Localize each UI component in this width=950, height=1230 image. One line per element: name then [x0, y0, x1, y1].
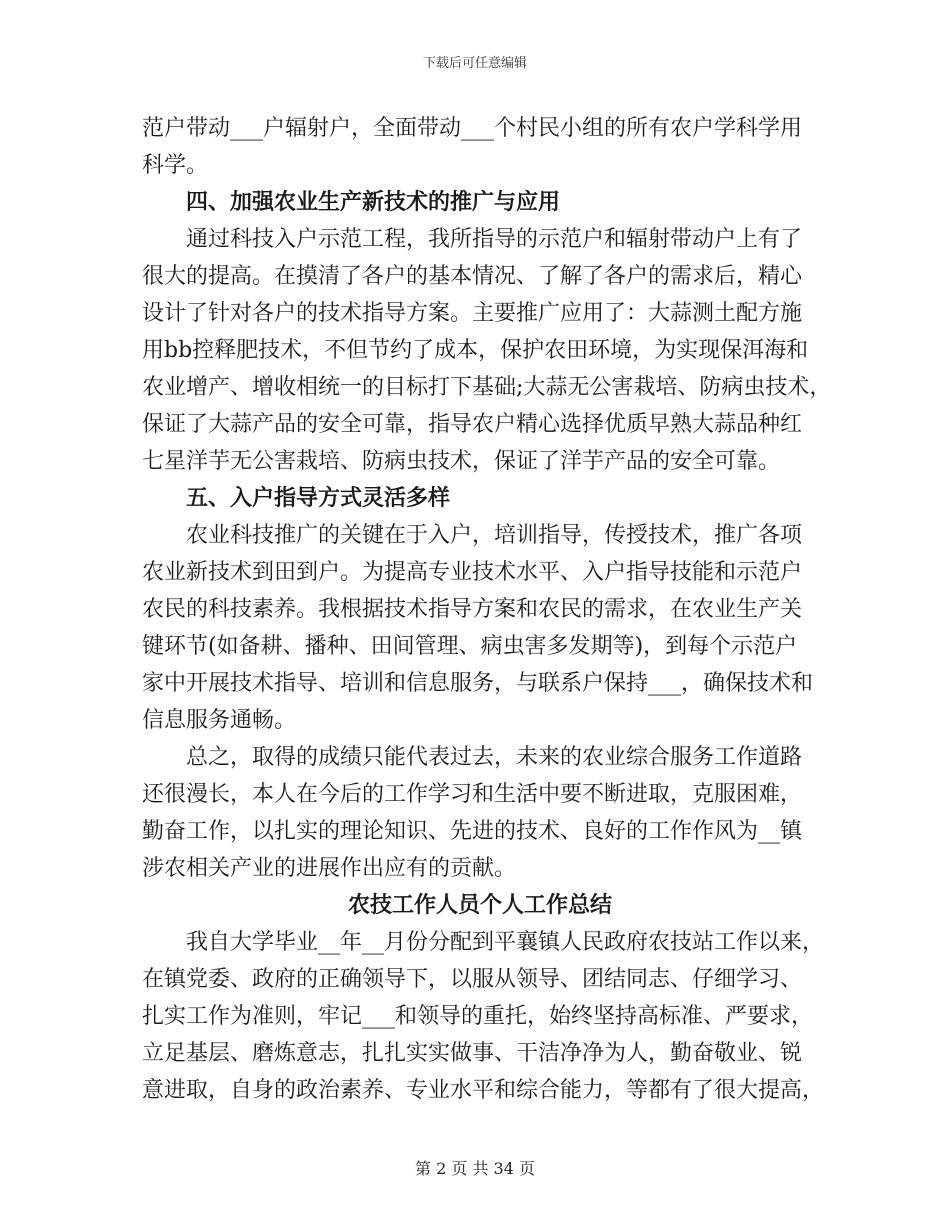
page-number: 第 2 页 共 34 页 — [415, 1159, 535, 1178]
document-body — [142, 110, 832, 1109]
body-text-line: 农业增产、增收相统一的目标打下基础;大蒜无公害栽培、防病虫技术， — [142, 375, 832, 400]
body-text-line: 保证了大蒜产品的安全可靠，指导农户精心选择优质早熟大蒜品种红 — [142, 412, 803, 437]
body-text-line: 意进取，自身的政治素养、专业水平和综合能力，等都有了很大提高， — [142, 1078, 825, 1103]
body-text-line: 用bb控释肥技术，不但节约了成本，保护农田环境，为实现保洱海和 — [142, 338, 809, 363]
body-text-line: 信息服务通畅。 — [142, 708, 297, 733]
page-header: 下载后可任意编辑 — [422, 56, 527, 71]
body-text-line: 扎实工作为准则，牢记___和领导的重托，始终坚持高标准、严要求， — [142, 1004, 814, 1029]
body-text-line: 范户带动___户辐射户，全面带动___个村民小组的所有农户学科学用 — [142, 116, 803, 141]
body-text-line: 我自大学毕业__年__月份分配到平襄镇人民政府农技站工作以来， — [186, 930, 825, 955]
body-text-line: 设计了针对各户的技术指导方案。主要推广应用了：大蒜测土配方施 — [142, 301, 803, 326]
body-text-line: 农业科技推广的关键在于入户，培训指导，传授技术，推广各项 — [186, 523, 803, 548]
body-text-line: 立足基层、磨炼意志，扎扎实实做事、干洁净净为人，勤奋敬业、锐 — [142, 1041, 803, 1066]
document-title: 农技工作人员个人工作总结 — [347, 892, 612, 918]
body-text-line: 还很漫长，本人在今后的工作学习和生活中要不断进取，克服困难， — [142, 782, 803, 807]
body-text-line: 农业新技术到田到户。为提高专业技术水平、入户指导技能和示范户 — [142, 560, 803, 585]
body-text-line: 键环节(如备耕、播种、田间管理、病虫害多发期等)，到每个示范户 — [142, 634, 798, 659]
body-text-line: 在镇党委、政府的正确领导下，以服从领导、团结同志、仔细学习、 — [142, 967, 803, 992]
body-text-line: 农民的科技素养。我根据技术指导方案和农民的需求，在农业生产关 — [142, 597, 803, 622]
section-heading: 四、加强农业生产新技术的推广与应用 — [186, 189, 561, 215]
body-text-line: 很大的提高。在摸清了各户的基本情况、了解了各户的需求后，精心 — [142, 264, 803, 289]
body-text-line: 勤奋工作，以扎实的理论知识、先进的技术、良好的工作作风为__镇 — [142, 819, 803, 844]
body-text-line: 总之，取得的成绩只能代表过去，未来的农业综合服务工作道路 — [186, 745, 803, 770]
body-text-line: 科学。 — [142, 153, 209, 178]
body-text-line: 通过科技入户示范工程，我所指导的示范户和辐射带动户上有了 — [186, 227, 803, 252]
section-heading: 五、入户指导方式灵活多样 — [186, 485, 451, 511]
body-text-line: 涉农相关产业的进展作出应有的贡献。 — [142, 856, 517, 881]
body-text-line: 七星洋芋无公害栽培、防病虫技术，保证了洋芋产品的安全可靠。 — [142, 449, 781, 474]
body-text-line: 家中开展技术指导、培训和信息服务，与联系户保持___，确保技术和 — [142, 671, 814, 696]
